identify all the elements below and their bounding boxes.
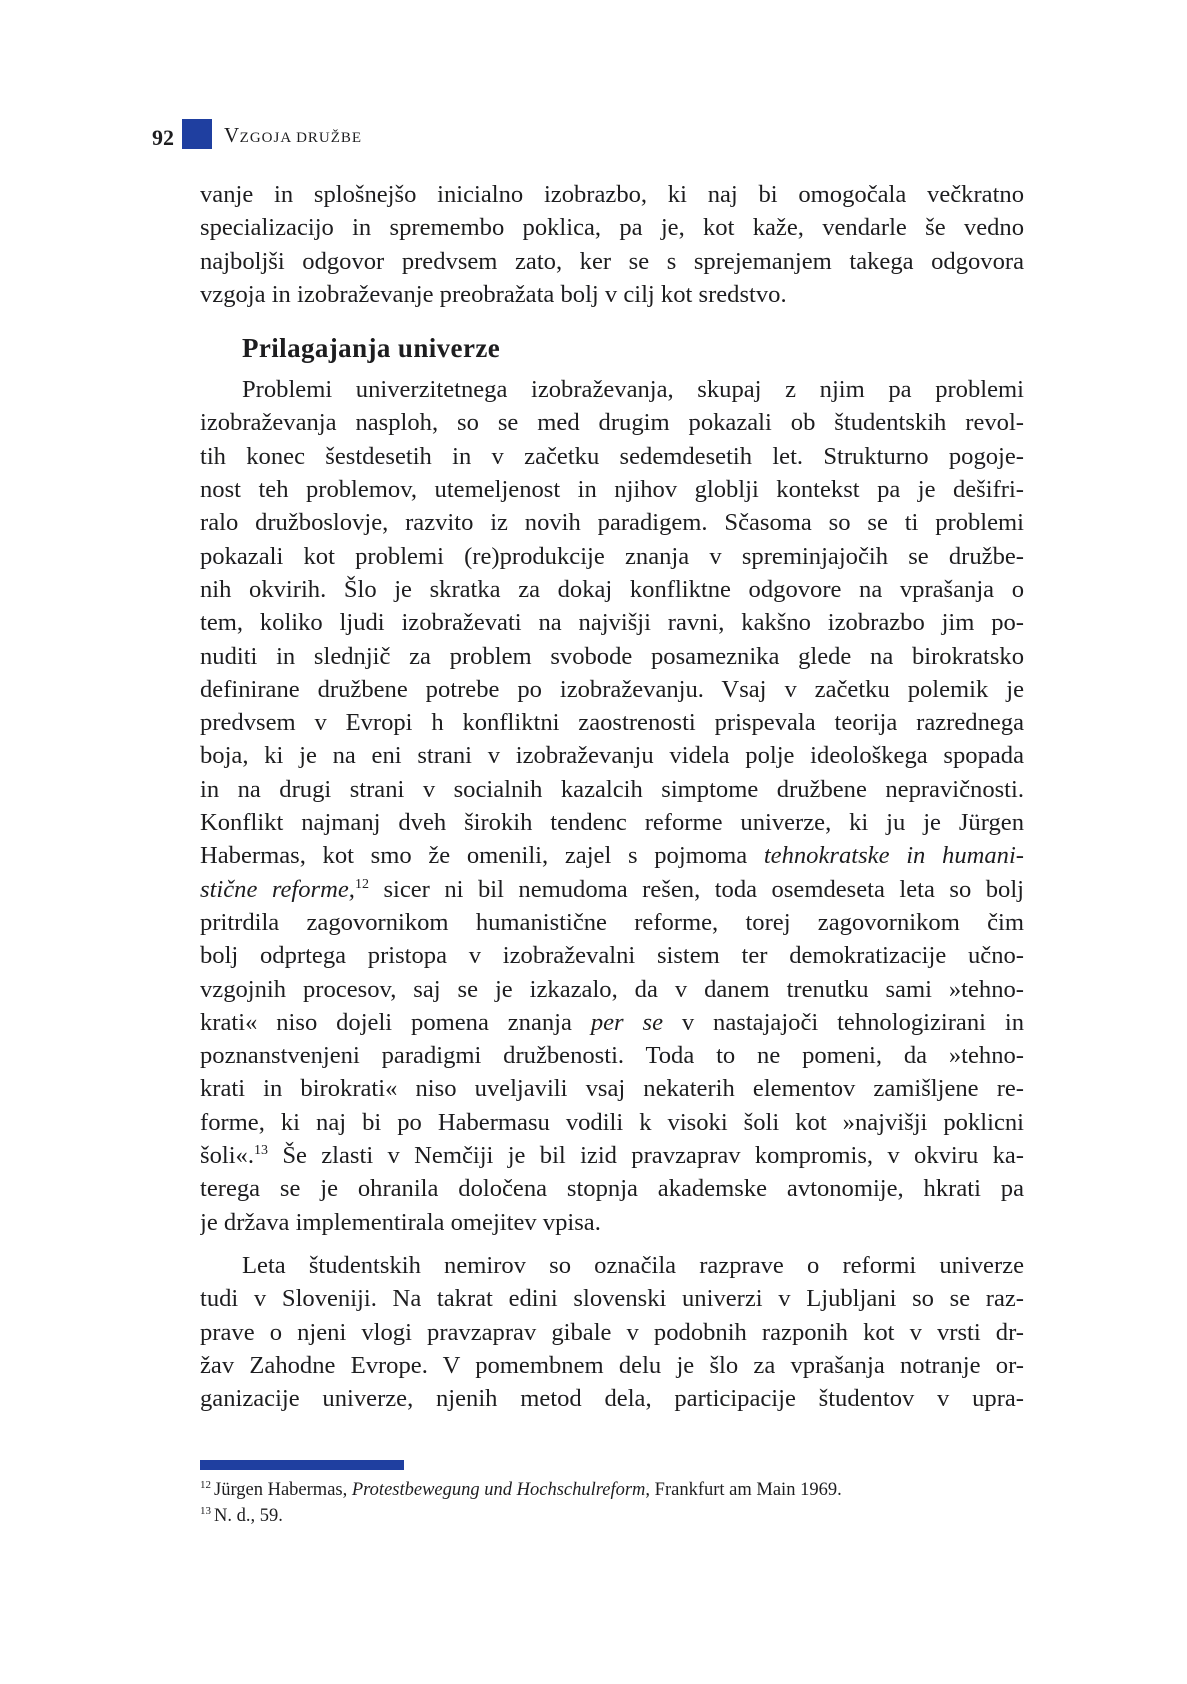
- text-line: bolj odprtega pristopa v izobraževalni sistem ter demokratizacije učno-: [200, 942, 1024, 970]
- text-run: krati« niso dojeli pomena znanja: [200, 1008, 591, 1036]
- text-line: specializacijo in spremembo poklica, pa je, kot kaže, vendarle še vedno: [200, 214, 1024, 242]
- text-run: šoli«.: [200, 1142, 254, 1170]
- italic-term: per se: [590, 1008, 663, 1036]
- footnote-text: N. d., 59.: [214, 1506, 283, 1526]
- text-run: sicer ni bil nemudoma rešen, toda osemdeseta leta so bolj: [368, 875, 1024, 903]
- text-line: [200, 839, 1024, 872]
- text-line: [200, 1006, 1024, 1039]
- footnote-text: Jürgen Habermas,: [214, 1480, 352, 1500]
- text-line: tudi v Sloveniji. Na takrat edini slovenski univerzi v Ljubljani so se raz-: [200, 1285, 1024, 1313]
- page-number: 92: [152, 125, 174, 150]
- text-line: predvsem v Evropi h konfliktni zaostrenosti prispevala teorija razrednega: [200, 709, 1024, 737]
- text-line: nih okvirih. Šlo je skratka za dokaj konfliktne odgovore na vprašanja o: [200, 575, 1024, 603]
- header-square-ornament: [182, 119, 212, 149]
- text-line: je država implementirala omejitev vpisa.: [200, 1208, 601, 1236]
- text-line: ralo družboslovje, razvito iz novih paradigem. Sčasoma so se ti problemi: [200, 509, 1024, 537]
- italic-term: tehnokratske in humani-: [763, 842, 1024, 870]
- text-line: pokazali kot problemi (re)produkcije znanja v spreminjajočih se družbe-: [200, 542, 1024, 570]
- footnotes: [200, 1477, 1024, 1529]
- text-line: boja, ki je na eni strani v izobraževanju videla polje ideološkega spopada: [200, 742, 1024, 770]
- text-line: vanje in splošnejšo inicialno izobrazbo, ki naj bi omogočala večkratno: [200, 181, 1024, 208]
- text-line: tem, koliko ljudi izobraževati na najvišji ravni, kakšno izobrazbo jim po-: [200, 609, 1024, 637]
- text-line: terega se je ohranila določena stopnja akademske avtonomije, hkrati pa: [200, 1175, 1024, 1203]
- paragraph-gap: [200, 1239, 1024, 1249]
- text-run: Še zlasti v Nemčiji je bil izid pravzaprav kompromis, v okviru ka-: [267, 1142, 1024, 1170]
- running-title: [224, 124, 362, 149]
- text-line: ganizacije univerze, njenih metod dela, participacije študentov v upra-: [200, 1385, 1024, 1413]
- text-line: nost teh problemov, utemeljenost in njihov globlji kontekst pa je dešifri-: [200, 476, 1024, 504]
- footnote-13: [200, 1503, 1024, 1529]
- footnote-ref-12[interactable]: 12: [354, 876, 369, 892]
- text-run: Habermas, kot smo že omenili, zajel s pojmoma: [200, 842, 764, 870]
- text-line: žav Zahodne Evrope. V pomembnem delu je šlo za vprašanja notranje or-: [200, 1351, 1024, 1379]
- footnote-separator: [200, 1460, 404, 1470]
- footnote-12: [200, 1477, 1024, 1503]
- paragraph: [200, 373, 1024, 1239]
- footnote-number: 13: [200, 1504, 211, 1517]
- italic-term: stične reforme,: [200, 875, 355, 903]
- section-heading: Prilagajanja univerze: [242, 333, 501, 364]
- running-title-initial: V: [224, 123, 240, 147]
- text-line: [200, 1139, 1024, 1172]
- text-line: tih konec šestdesetih in v začetku sedemdesetih let. Strukturno pogoje-: [200, 442, 1024, 470]
- text-line: krati in birokrati« niso uveljavili vsaj nekaterih elementov zamišljene re-: [200, 1075, 1024, 1103]
- text-line: Konflikt najmanj dveh širokih tendenc reforme univerze, ki ju je Jürgen: [200, 809, 1024, 837]
- text-line: definirane družbene potrebe po izobraževanju. Vsaj v začetku polemik je: [200, 675, 1024, 703]
- main-text: [200, 178, 1024, 1415]
- text-line: pritrdila zagovornikom humanistične reforme, torej zagovornikom čim: [200, 908, 1024, 936]
- paragraph-continuation: [200, 178, 1024, 311]
- footnote-number: 12: [200, 1478, 211, 1491]
- text-line: nuditi in slednjič za problem svobode posameznika glede na birokratsko: [200, 642, 1024, 670]
- text-line: izobraževanja nasploh, so se med drugim pokazali ob študentskih revol-: [200, 409, 1024, 437]
- paragraph: [200, 1249, 1024, 1415]
- footnote-title: Protestbewegung und Hochschulreform: [351, 1480, 646, 1500]
- footnote-text: , Frankfurt am Main 1969.: [645, 1480, 842, 1500]
- text-line: vzgojnih procesov, saj se je izkazalo, da v danem trenutku sami »tehno-: [200, 975, 1024, 1003]
- text-line: vzgoja in izobraževanje preobražata bolj v cilj kot sredstvo.: [200, 280, 787, 308]
- text-line: najboljši odgovor predvsem zato, ker se s sprejemanjem takega odgovora: [200, 247, 1024, 275]
- running-title-rest: ZGOJA DRUŽBE: [239, 130, 363, 146]
- text-line: Problemi univerzitetnega izobraževanja, skupaj z njim pa problemi: [242, 376, 1024, 404]
- text-run: v nastajajoči tehnologizirani in: [662, 1008, 1024, 1036]
- text-line: forme, ki naj bi po Habermasu vodili k visoki šoli kot »najvišji poklicni: [200, 1108, 1024, 1136]
- text-line: in na drugi strani v socialnih kazalcih simptome družbene nepravičnosti.: [200, 775, 1024, 803]
- footnote-ref-13[interactable]: 13: [253, 1142, 268, 1158]
- text-line: prave o njeni vlogi pravzaprav gibale v podobnih razponih kot v vrsti dr-: [200, 1318, 1024, 1346]
- running-header: [152, 117, 362, 149]
- text-line: Leta študentskih nemirov so označila razprave o reformi univerze: [242, 1251, 1024, 1279]
- text-line: [200, 873, 1024, 906]
- text-line: poznanstvenjeni paradigmi družbenosti. Toda to ne pomeni, da »tehno-: [200, 1042, 1024, 1070]
